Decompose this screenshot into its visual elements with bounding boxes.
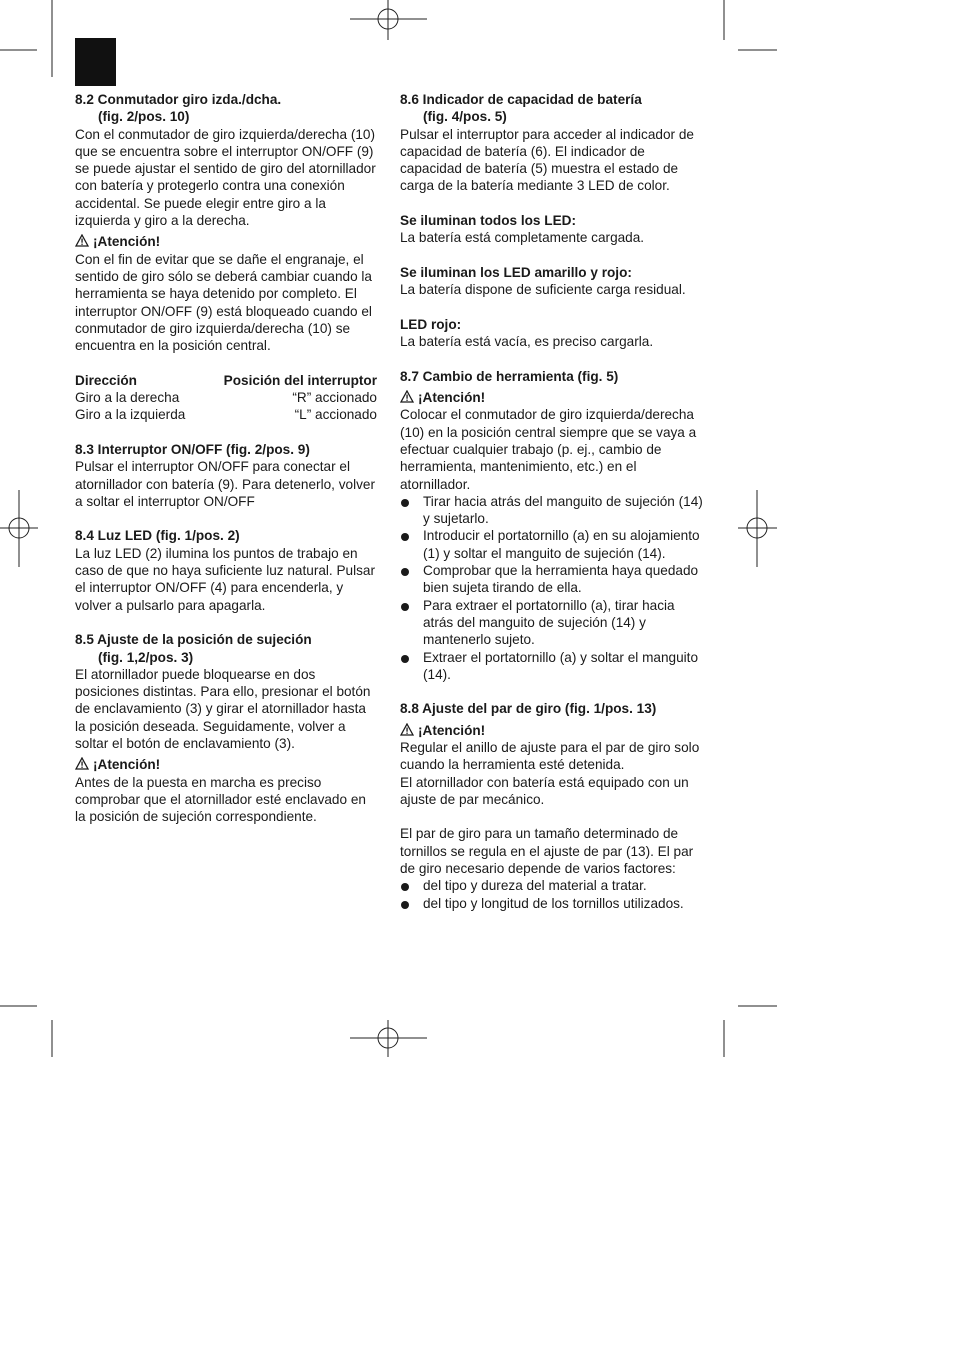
led-state-heading: LED rojo: <box>400 316 462 332</box>
direction-table <box>75 372 377 424</box>
led-state-text: La batería está completamente cargada. <box>400 230 645 246</box>
table-header-switch-position: Posición del interruptor <box>223 372 377 388</box>
list-item: del tipo y dureza del material a tratar. <box>400 877 705 894</box>
warning-triangle-icon <box>400 723 414 736</box>
warning-body: Antes de la puesta en marcha es preciso comprobar que el atornillador esté enclavado en la posición de sujeción correspondiente. <box>75 774 366 825</box>
warning-label: ¡Atención! <box>93 757 161 773</box>
warning-triangle-icon <box>75 234 89 247</box>
led-state-text: La batería dispone de suficiente carga residual. <box>400 282 686 298</box>
list-item: Comprobar que la herramienta haya quedado bien sujeta tirando de ella. <box>400 562 705 597</box>
list-item: Extraer el portatornillo (a) y soltar el manguito (14). <box>400 649 705 684</box>
warning-body: Regular el anillo de ajuste para el par de giro solo cuando la herramienta esté detenida. <box>400 739 700 773</box>
section-body: Pulsar el interruptor ON/OFF para conectar el atornillador con batería (9). Para detenerlo, volver a soltar el interruptor ON/OFF <box>75 459 375 509</box>
led-state-heading: Se iluminan todos los LED: <box>400 213 576 229</box>
heading-line-2: (fig. 4/pos. 5) <box>423 109 507 125</box>
table-cell: Giro a la izquierda <box>75 407 186 423</box>
section-8-6 <box>400 91 705 195</box>
list-item: Para extraer el portatornillo (a), tirar hacia atrás del manguito de sujeción (14) y mantenerlo sujeto. <box>400 597 705 649</box>
heading-line-1: 8.6 Indicador de capacidad de batería <box>400 92 642 107</box>
section-8-8 <box>400 700 705 808</box>
heading-line-2: (fig. 2/pos. 10) <box>98 109 190 125</box>
section-heading: 8.8 Ajuste del par de giro (fig. 1/pos. 13) <box>400 701 657 717</box>
table-header-direction: Dirección <box>75 372 137 388</box>
led-state-red <box>400 316 705 351</box>
heading-line-1: 8.2 Conmutador giro izda./dcha. <box>75 92 282 107</box>
section-heading <box>400 91 705 126</box>
led-state-yellow-red <box>400 264 705 299</box>
list-item: Tirar hacia atrás del manguito de sujeción (14) y sujetarlo. <box>400 493 705 528</box>
warning-heading <box>75 233 377 250</box>
table-cell: Giro a la derecha <box>75 390 180 406</box>
section-body: Pulsar el interruptor para acceder al indicador de capacidad de batería (6). El indicador de capacidad de batería (5) muestra el estado de carga de la batería mediante 3 LED de color. <box>400 126 694 194</box>
bullet-list <box>400 877 705 912</box>
section-body: El atornillador con batería está equipado con un ajuste de par mecánico. <box>400 774 689 807</box>
section-8-4 <box>75 527 377 613</box>
led-state-all <box>400 212 705 247</box>
section-body: El par de giro para un tamaño determinado de tornillos se regula en el ajuste de par (13). El par de giro necesario depende de varios factores: <box>400 826 694 877</box>
warning-triangle-icon <box>75 757 89 770</box>
table-cell: “L” accionado <box>294 407 377 423</box>
language-tab-block <box>75 38 116 86</box>
heading-line-1: 8.5 Ajuste de la posición de sujeción <box>75 632 312 648</box>
warning-heading <box>75 756 377 773</box>
heading-line-2: (fig. 1,2/pos. 3) <box>98 649 194 665</box>
section-8-5 <box>75 631 377 825</box>
section-body: El atornillador puede bloquearse en dos posiciones distintas. Para ello, presionar el botón de enclavamiento (3) y girar el atornillador hasta la posición deseada. Seguidamente, volver a soltar el botón de enclavamiento (3). <box>75 666 371 751</box>
warning-body: Colocar el conmutador de giro izquierda/derecha (10) en la posición central siempre que se vaya a efectuar cualquier trabajo (p. ej., cambio de herramienta, mantenimiento, etc.) en el atornillador. <box>400 407 697 492</box>
left-column <box>75 91 377 843</box>
warning-label: ¡Atención! <box>418 390 486 406</box>
section-body: Con el conmutador de giro izquierda/derecha (10) que se encuentra sobre el interruptor ON/OFF (9) se puede ajustar el sentido de giro del atornillador con batería y protegerlo contra una conexión accidental. Se puede elegir entre giro a la izquierda y giro a la derecha. <box>75 126 376 229</box>
section-8-7 <box>400 368 705 683</box>
right-column <box>400 91 705 929</box>
section-8-8-continued <box>400 825 705 911</box>
section-8-3 <box>75 441 377 510</box>
warning-body: Con el fin de evitar que se dañe el engranaje, el sentido de giro sólo se deberá cambiar cuando la herramienta se haya detenido por completo. El interruptor ON/OFF (9) está bloqueado cuando el conmutador de giro izquierda/derecha (10) se encuentra en la posición central. <box>75 251 372 354</box>
table-header-row <box>75 372 377 389</box>
warning-heading <box>400 722 705 739</box>
section-heading: 8.4 Luz LED (fig. 1/pos. 2) <box>75 528 240 544</box>
list-item: del tipo y longitud de los tornillos utilizados. <box>400 895 705 912</box>
led-state-heading: Se iluminan los LED amarillo y rojo: <box>400 264 632 280</box>
section-heading: 8.7 Cambio de herramienta (fig. 5) <box>400 368 619 384</box>
table-row <box>75 389 377 406</box>
section-heading <box>75 631 377 666</box>
warning-triangle-icon <box>400 390 414 403</box>
list-item: Introducir el portatornillo (a) en su alojamiento (1) y soltar el manguito de sujeción (14). <box>400 527 705 562</box>
section-heading <box>75 91 377 126</box>
table-cell: “R” accionado <box>292 390 377 406</box>
warning-heading <box>400 389 705 406</box>
section-body: La luz LED (2) ilumina los puntos de trabajo en caso de que no haya suficiente luz natural. Pulsar el interruptor ON/OFF (4) para encenderla, y volver a pulsarlo para apagarla. <box>75 545 376 613</box>
led-state-text: La batería está vacía, es preciso cargarla. <box>400 334 654 350</box>
table-row <box>75 406 377 423</box>
warning-label: ¡Atención! <box>418 722 486 738</box>
bullet-list <box>400 493 705 683</box>
warning-label: ¡Atención! <box>93 234 161 250</box>
section-heading: 8.3 Interruptor ON/OFF (fig. 2/pos. 9) <box>75 441 310 457</box>
section-8-2 <box>75 91 377 354</box>
